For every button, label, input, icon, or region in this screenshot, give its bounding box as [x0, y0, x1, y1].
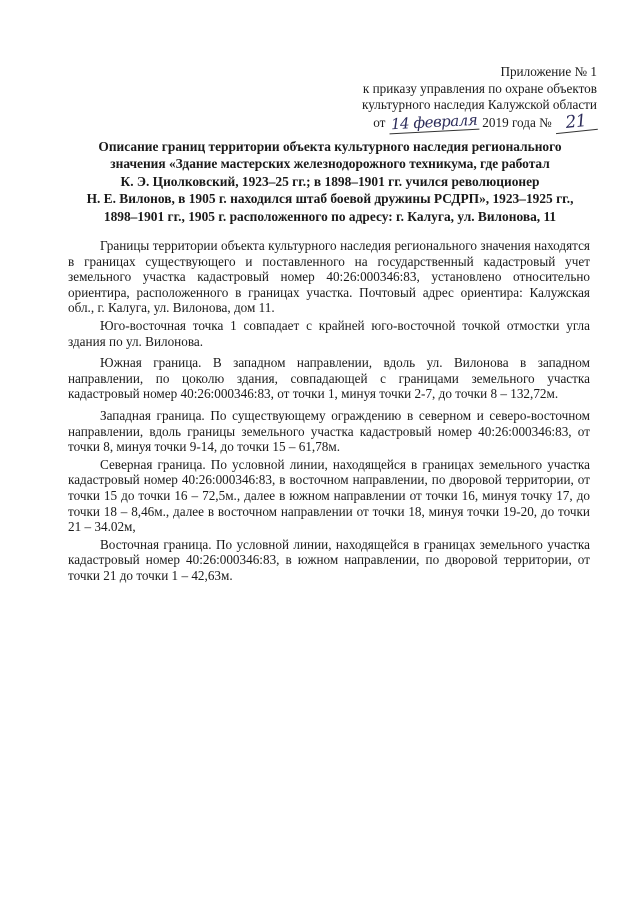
document-body [68, 238, 590, 585]
title-line: Н. Е. Вилонов, в 1905 г. находился штаб боевой дружины РСДРП», 1923–1925 гг., [86, 191, 574, 207]
paragraph-north-boundary: Северная граница. По условной линии, находящейся в границах земельного участка кадастровый номер 40:26:000346:83, в восточном направлении, по дворовой территории, от точки 15 до точки 16 – 72,5м., далее в южном направлении от точки 16, минуя точку 17, до точки 18 – 8,46м., далее в восточном направлении от точки 18, минуя точки 19-20, до точки 21 – 34.02м, [68, 456, 590, 535]
handwritten-date: 14 февраля [388, 111, 479, 133]
title-line: 1898–1901 гг., 1905 г. расположенного по адресу: г. Калуга, ул. Вилонова, 11 [103, 208, 557, 224]
title-line: значения «Здание мастерских железнодорожного техникума, где работал [110, 156, 550, 172]
handwritten-number: 21 [554, 112, 598, 134]
order-year: 2019 года [482, 114, 536, 130]
appendix-title: Приложение № 1 [500, 64, 597, 79]
paragraph-boundaries-intro: Границы территории объекта культурного наследия регионального значения находятся в границах существующего и поставленного на государственный кадастровый учет земельного участка кадастровый номер 40:26:000346:83, установлено относительно ориентира, расположенного в границах участка. Почтовый адрес ориентира: Калужская обл., г. Калуга, ул. Вилонова, дом 11. [68, 238, 590, 316]
appendix-header [307, 64, 597, 134]
appendix-authority: культурного наследия Калужской области [362, 97, 597, 113]
order-date-line [307, 110, 597, 134]
title-line: Описание границ территории объекта культурного наследия регионального [98, 139, 562, 154]
from-label: от [373, 114, 386, 130]
appendix-order-ref: к приказу управления по охране объектов [362, 80, 597, 96]
title-line: К. Э. Циолковский, 1923–25 гг.; в 1898–1901 гг. учился революционер [120, 173, 540, 189]
document-title [60, 138, 600, 225]
paragraph-west-boundary: Западная граница. По существующему ограждению в северном и северо-восточном направлении, вдоль границы земельного участка кадастровый номер 40:26:000346:83, от точки 8, минуя точки 9-14, до точки 15 – 61,78м. [68, 407, 590, 455]
paragraph-southeast-point: Юго-восточная точка 1 совпадает с крайней юго-восточной точкой отмостки угла здания по ул. Вилонова. [68, 317, 590, 349]
paragraph-east-boundary: Восточная граница. По условной линии, находящейся в границах земельного участка кадастровый номер 40:26:000346:83, в южном направлении, по дворовой территории, от точки 21 до точки 1 – 42,63м. [68, 536, 590, 583]
number-label: № [539, 114, 552, 130]
paragraph-south-boundary: Южная граница. В западном направлении, вдоль ул. Вилонова в западном направлении, по цоколю здания, совпадающей с границами земельного участка кадастровый номер 40:26:000346:83, от точки 1, минуя точки 2-7, до точки 8 – 132,72м. [68, 355, 590, 402]
